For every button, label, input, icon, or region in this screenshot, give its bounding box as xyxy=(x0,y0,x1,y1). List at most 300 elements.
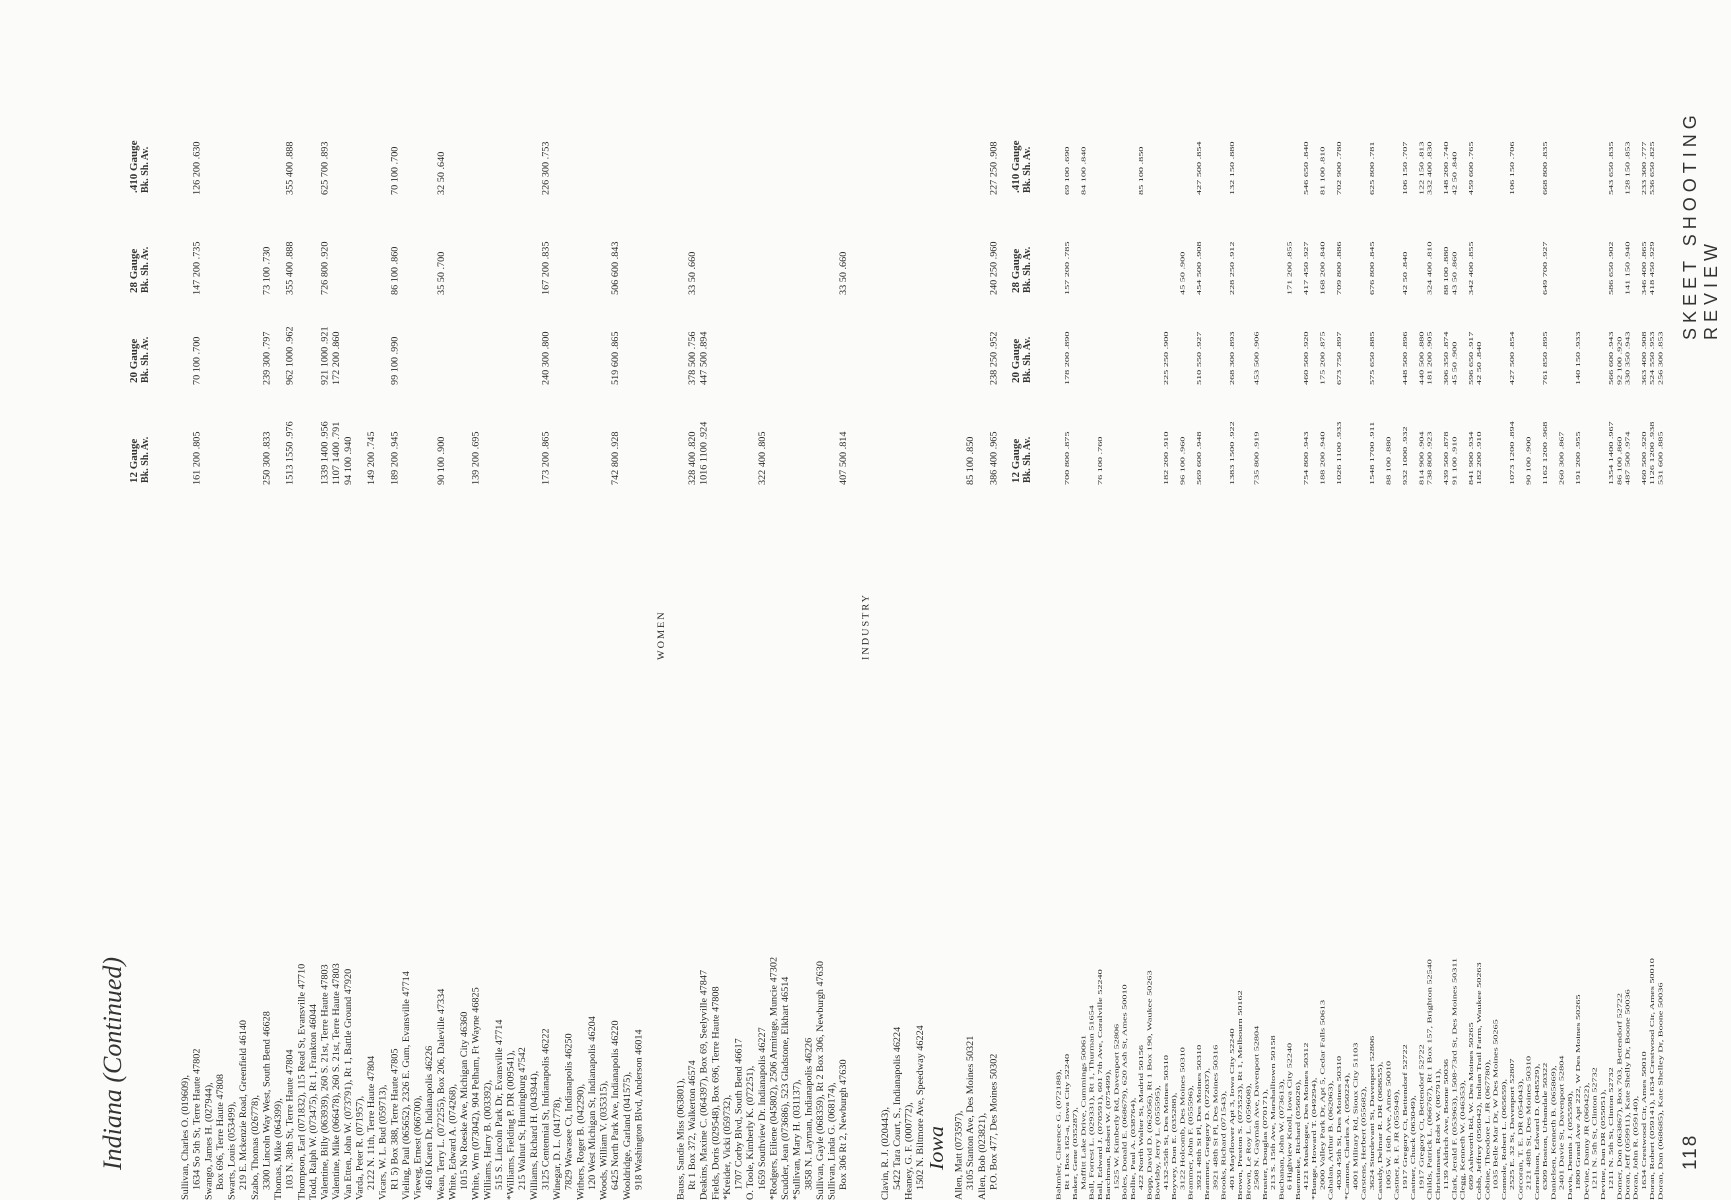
subhead-label: INDUSTRY xyxy=(861,593,872,660)
entry-address xyxy=(540,0,552,1200)
score-g28: 346 400 .865 xyxy=(1640,241,1648,295)
score-g12: 1383 1500 .922 xyxy=(1228,421,1236,485)
shooter-name: Clark, Jerald F. (053963), 1508-73rd St, Des Moines 50311 xyxy=(1451,957,1459,1200)
shooter-name: Buchanan, John W. (073613), xyxy=(1278,1078,1286,1200)
score-g12: 738 800 .923 xyxy=(1426,431,1434,485)
address-text: 219 E. Mckenzie Road, Greenfield 46140 xyxy=(239,1019,249,1190)
shooter-name: *Bunge, Howard T. (049294), xyxy=(1311,1077,1319,1200)
score-g28: 454 500 .908 xyxy=(1195,241,1203,295)
entry-address xyxy=(1162,0,1170,1200)
score-g20: 99 100 .990 xyxy=(390,336,400,385)
address-text: 1139 Aldrich Ave, Boone 50036 xyxy=(1443,1058,1451,1190)
score-g12: 188 200 .940 xyxy=(1319,431,1327,485)
address-text: 3300 Lincoln Way West, South Bend 46628 xyxy=(262,1011,273,1190)
shooter-name: Cahalan, Arthur B. (062063), xyxy=(1327,1080,1335,1200)
score-g12: 76 100 .760 xyxy=(1096,436,1104,485)
entry-name xyxy=(1566,0,1574,1200)
shooter-name: Devine, Dan DR (055051), xyxy=(1599,1089,1607,1200)
score-g20: 524 550 .953 xyxy=(1649,331,1657,385)
address-text: 3858 N. Layman, Indianapolis 46226 xyxy=(804,1037,814,1190)
score-g28: 73 100 .730 xyxy=(262,246,273,295)
score-g28: 45 50 .900 xyxy=(1179,251,1187,295)
shooter-name: *Williams, Fielding P. DR (009541), xyxy=(506,1050,517,1200)
score-g20: 240 300 .800 xyxy=(541,331,552,385)
score-g28: 240 250 .960 xyxy=(989,241,1000,295)
score-g28: 42 50 .840 xyxy=(1401,251,1409,295)
gauge-columns-label: Bk. Sh. Av. xyxy=(1022,246,1033,293)
score-g28: 586 650 .902 xyxy=(1607,241,1615,295)
score-g410: 70 100 .700 xyxy=(390,146,400,195)
entry-name xyxy=(308,0,320,1200)
shooter-name: Swango, James H. (027944), xyxy=(204,1082,214,1200)
score-g28: 43 50 .860 xyxy=(1451,251,1459,295)
entry-name xyxy=(1154,0,1162,1200)
entry-name xyxy=(180,0,192,1200)
score-g20: 42 50 .840 xyxy=(1476,341,1484,385)
shooter-name: Scudder, Jean (073686), 523 Gladstone, Elkhart 46514 xyxy=(780,976,791,1200)
entry-name xyxy=(412,0,424,1200)
score-g20: 921 1000 .921 xyxy=(320,326,331,385)
shooter-name: Bauss, Sandie Miss (063801), xyxy=(676,1078,687,1200)
score-g12: 407 500 .814 xyxy=(839,431,849,485)
shooter-name: Brammer, Gregory D. (072037), xyxy=(1204,1068,1211,1200)
shooter-name: Cobine, Theodore L. JR (067780), xyxy=(1484,1059,1492,1200)
score-g12: 569 600 .948 xyxy=(1195,431,1203,485)
address-text: Box 306 Rt 2, Newburgh 47630 xyxy=(839,1059,849,1190)
shooter-name: Ball, Edward J. (070591), 601 7th Ave, Coralville 52240 xyxy=(1096,969,1104,1200)
shooter-name: Allen, Matt (073597), xyxy=(954,1110,965,1200)
shooter-name: Sullivan, Linda G. (068174), xyxy=(827,1082,838,1200)
entry-address xyxy=(892,0,904,1200)
shooter-name: Allen, Bob (023821), xyxy=(977,1112,988,1200)
address-text: 4030 45th St, Des Moines 50310 xyxy=(1335,1055,1343,1190)
score-g410: 702 900 .780 xyxy=(1335,141,1343,195)
score-g12: 742 800 .928 xyxy=(611,431,621,485)
shooter-name: Boles, Donald E. (068679), 620 Ash St, Ames 50010 xyxy=(1121,984,1129,1200)
score-g20: 225 250 .900 xyxy=(1162,331,1170,385)
entry-name xyxy=(1517,0,1525,1200)
magazine-name: SKEET SHOOTING REVIEW xyxy=(1680,110,1721,340)
shooter-name: Brown, Le Roy L. (059608), xyxy=(1245,1083,1253,1200)
entry-address xyxy=(1113,0,1121,1200)
shooter-name: Heaney, G. F. (000772), xyxy=(904,1102,915,1200)
shooter-name: Doran, Jeff (059911), Kate Shelly Dr, Boone 50036 xyxy=(1624,989,1632,1200)
entry-name xyxy=(827,0,839,1200)
entry-name xyxy=(815,0,827,1200)
entry-name xyxy=(1261,0,1269,1200)
shooter-name: Davis, Dennis J. (055598), xyxy=(1566,1090,1574,1200)
score-g20: 363 400 .908 xyxy=(1640,331,1648,385)
score-g410: 84 100 .840 xyxy=(1080,146,1088,195)
shooter-name: Castner, Chuck (063049), xyxy=(1410,1095,1418,1200)
shooter-name: *Rodgers, Eiliene (045802), 2506 Armitage, Muncie 47302 xyxy=(769,956,780,1200)
entry-name xyxy=(1616,0,1624,1200)
shooter-name: Swarts, Louis (053499), xyxy=(227,1101,238,1200)
entry-name xyxy=(319,0,331,1200)
entry-address xyxy=(192,0,204,1200)
address-text: Rt 1 Box 162-a, Iowa City 52240 xyxy=(1063,1053,1071,1190)
entry-address xyxy=(564,0,576,1200)
score-g12: 161 200 .805 xyxy=(192,431,203,485)
entry-name xyxy=(1649,0,1657,1200)
shooter-name: Varda, Peter R. (071957), xyxy=(355,1095,366,1200)
entry-name xyxy=(1599,0,1607,1200)
entry-name xyxy=(505,0,517,1200)
shooter-name: White, Edward A. (074268), xyxy=(448,1084,459,1200)
gauge-header-g410-col1 xyxy=(128,140,152,193)
gauge-columns-label: Bk. Sh. Av. xyxy=(140,246,151,293)
score-g20: 239 300 .797 xyxy=(262,331,273,385)
entry-name xyxy=(1245,0,1253,1200)
shooter-name: Sullivan, Charles O. (019609), xyxy=(180,1074,191,1200)
score-g28: 418 450 .929 xyxy=(1649,241,1657,295)
section-title: Indiana (Continued) xyxy=(98,956,127,1170)
score-g12: 1073 1200 .894 xyxy=(1509,421,1516,485)
entry-address xyxy=(734,0,746,1200)
shooter-name: Castner, R. F. JR (055949), xyxy=(1393,1089,1401,1200)
score-g20: 575 650 .885 xyxy=(1368,331,1376,385)
address-text: 7829 Wawasee Ct, Indianapolis 46250 xyxy=(564,1033,575,1190)
score-g28: 33 50 .660 xyxy=(839,251,849,295)
entry-address xyxy=(1179,0,1187,1200)
shooter-name: Baker, Gene (035287), xyxy=(1072,1107,1080,1200)
address-text: 103 N. 38th St, Terre Haute 47804 xyxy=(285,1049,296,1190)
shooter-name: Clegg, Kenneth W. (046353), xyxy=(1459,1080,1467,1200)
entry-name xyxy=(1344,0,1352,1200)
entry-address xyxy=(633,0,645,1200)
score-g12: 1548 1700 .911 xyxy=(1368,421,1376,485)
gauge-label: 28 Gauge xyxy=(128,248,140,293)
gauge-header-g28-col1 xyxy=(128,247,152,293)
score-g12: 173 200 .865 xyxy=(541,431,552,485)
score-g28: 88 100 .880 xyxy=(1443,246,1451,295)
entry-name xyxy=(1409,0,1417,1200)
entry-name xyxy=(792,0,804,1200)
entry-name xyxy=(203,0,215,1200)
page-number: 118 xyxy=(1680,1133,1701,1170)
gauge-columns-label: Bk. Sh. Av. xyxy=(1022,146,1033,193)
score-g12: 88 100 .880 xyxy=(1385,436,1393,485)
shooter-name: Bowlsby, Jerry L. (055595), xyxy=(1154,1085,1162,1200)
entry-address xyxy=(1418,0,1426,1200)
entry-address xyxy=(389,0,401,1200)
entry-address xyxy=(915,0,927,1200)
address-text: 1211 N. 5th St, Clinton 52732 xyxy=(1591,1067,1599,1190)
score-g20: 378 500 .756 xyxy=(687,331,698,385)
shooter-name: Williams, Harry B. (003392), xyxy=(483,1079,493,1200)
score-g28: 342 400 .855 xyxy=(1467,241,1475,295)
entry-name xyxy=(1583,0,1591,1200)
score-g12: 149 200 .745 xyxy=(366,431,377,485)
score-g12: 96 100 .960 xyxy=(1179,436,1187,485)
shooter-name: Buenneke, Richard (056026), xyxy=(1294,1079,1302,1200)
shooter-name: Bopp, David D. (062056), Rt 1 Box 190, Waukee 50263 xyxy=(1146,970,1154,1200)
entry-address xyxy=(238,0,250,1200)
score-g12: 1016 1100 .924 xyxy=(699,421,710,485)
entry-name xyxy=(1327,0,1335,1200)
shooter-name: Vieweg, Ernest (066700), xyxy=(413,1095,424,1200)
entry-name xyxy=(1278,0,1286,1200)
entry-name xyxy=(1104,0,1112,1200)
shooter-name: Woods, William V. (035315), xyxy=(599,1080,610,1200)
entry-address xyxy=(517,0,529,1200)
address-text: 918 Washington Blvd, Anderson 46014 xyxy=(634,1029,645,1190)
shooter-name: Danielsen, Kenneth B. (065869), xyxy=(1550,1065,1558,1200)
gauge-label: 20 Gauge xyxy=(128,338,140,383)
address-text: 4610 Karen Dr, Indianapolis 46226 xyxy=(425,1045,435,1190)
entry-name xyxy=(1096,0,1104,1200)
subhead-industry xyxy=(850,0,880,1200)
score-g20: 172 200 .860 xyxy=(332,331,342,385)
address-text: 1005 W. 16th Ave, Ames 50010 xyxy=(1385,1060,1393,1190)
shooter-name: Thomas, Mike (064399), xyxy=(273,1098,284,1200)
score-g410: 106 150 .707 xyxy=(1401,141,1409,195)
entry-name xyxy=(354,0,366,1200)
score-g28: 506 600 .843 xyxy=(611,241,621,295)
score-g28: 726 800 .920 xyxy=(320,241,331,295)
score-g12: 90 100 .900 xyxy=(436,436,447,485)
entry-address xyxy=(1319,0,1327,1200)
entry-name xyxy=(1434,0,1442,1200)
shooter-name: Wean, Terry L. (072255), Box 206, Daleville 47334 xyxy=(436,988,447,1200)
entry-address xyxy=(687,0,699,1200)
entry-name xyxy=(1376,0,1384,1200)
entry-address xyxy=(1574,0,1582,1200)
entry-address xyxy=(1352,0,1360,1200)
score-g20: 256 300 .853 xyxy=(1657,331,1665,385)
entry-address xyxy=(285,0,297,1200)
shooter-name: Clavin, R. J. (020443), xyxy=(881,1106,891,1200)
entry-name xyxy=(343,0,355,1200)
score-g410: 81 100 .810 xyxy=(1319,146,1327,195)
entry-name xyxy=(1475,0,1483,1200)
entry-name xyxy=(745,0,757,1200)
score-g410: 668 800 .835 xyxy=(1541,141,1549,195)
gauge-columns-label: Bk. Sh. Av. xyxy=(140,146,151,193)
entry-name xyxy=(953,0,965,1200)
score-g28: 417 450 .927 xyxy=(1302,241,1310,295)
entry-address xyxy=(1137,0,1145,1200)
entry-name xyxy=(1533,0,1541,1200)
score-g12: 700 800 .875 xyxy=(1063,431,1071,485)
score-g20: 45 50 .900 xyxy=(1451,341,1459,385)
score-g410: 625 700 .893 xyxy=(320,141,331,195)
entry-name xyxy=(447,0,459,1200)
entry-address xyxy=(965,0,977,1200)
score-g12: 754 800 .943 xyxy=(1302,431,1310,485)
shooter-name: Sullivan, Gayle (068359), Rt 2 Box 306, Newburgh 47630 xyxy=(815,961,826,1200)
score-g28: 167 200 .835 xyxy=(541,241,552,295)
score-g410: 233 300 .777 xyxy=(1640,141,1648,195)
score-g12: 85 100 .850 xyxy=(966,436,976,485)
entry-name xyxy=(1484,0,1492,1200)
entry-name xyxy=(1459,0,1467,1200)
score-g28: 171 200 .855 xyxy=(1286,241,1294,295)
entry-name xyxy=(1055,0,1063,1200)
score-g20: 181 200 .905 xyxy=(1426,331,1434,385)
score-g12: 86 100 .860 xyxy=(1616,436,1624,485)
entry-address xyxy=(1063,0,1071,1200)
address-text: 1707 Corby Blvd, South Bend 46617 xyxy=(734,1038,745,1190)
score-g410: 427 500 .854 xyxy=(1195,141,1203,195)
shooter-name: Devine, Danny JR (060422), xyxy=(1583,1082,1591,1200)
gauge-label: 20 Gauge xyxy=(1010,338,1022,383)
score-g28: 33 50 .660 xyxy=(687,251,698,295)
score-g12: 250 300 .833 xyxy=(262,431,273,485)
entry-address xyxy=(1442,0,1450,1200)
score-g410: 42 50 .840 xyxy=(1451,151,1459,195)
entry-address xyxy=(1385,0,1393,1200)
shooter-name: Vicars, W. L. Bud (059713), xyxy=(378,1084,389,1200)
score-g12: 1162 1200 .968 xyxy=(1541,421,1549,485)
entry-name xyxy=(622,0,634,1200)
score-g20: 427 500 .854 xyxy=(1509,331,1516,385)
score-g410: 625 800 .781 xyxy=(1368,141,1376,195)
address-text: 1035 Belle Mar Dr, W Des Moines 50265 xyxy=(1492,1019,1500,1190)
shooter-name: Deakins, Maxine C. (064397), Box 69, Seelyville 47847 xyxy=(699,969,710,1200)
entry-name xyxy=(1550,0,1558,1200)
score-g20: 268 300 .893 xyxy=(1228,331,1236,385)
shooter-name: Cassidy, Delmar R. DR (068655), xyxy=(1377,1061,1385,1200)
entry-name xyxy=(250,0,262,1200)
entry-address xyxy=(1558,0,1566,1200)
score-g410: 106 150 .706 xyxy=(1509,141,1516,195)
score-g12: 189 200 .945 xyxy=(390,431,400,485)
score-g410: 128 150 .853 xyxy=(1624,141,1632,195)
address-text: 4121 Muskogee, Des Moines 50312 xyxy=(1302,1042,1310,1190)
entry-address xyxy=(1195,0,1203,1200)
score-g20: 440 500 .880 xyxy=(1418,331,1426,385)
entry-address xyxy=(988,0,1000,1200)
score-g12: 487 500 .974 xyxy=(1624,431,1632,485)
entry-address xyxy=(757,0,769,1200)
address-text: 4132-55th St, Des Moines 50310 xyxy=(1162,1055,1170,1190)
entry-address xyxy=(494,0,506,1200)
address-text: 1634 So 5th St, Terre Haute 47802 xyxy=(192,1048,203,1190)
shooter-name: Ball, Forrest L. (029331), Rt 1, Thurman 51654 xyxy=(1088,1005,1096,1200)
score-g12: 1107 1400 .791 xyxy=(332,421,342,485)
score-g28: 355 400 .888 xyxy=(285,241,296,295)
entry-name xyxy=(1624,0,1632,1200)
address-text: 2121 48th St, Des Moines 50310 xyxy=(1525,1055,1533,1190)
score-g12: 94 100 .940 xyxy=(343,436,354,485)
entry-name xyxy=(903,0,915,1200)
address-text: 422 North Walter St, Madrid 50156 xyxy=(1138,1045,1146,1190)
gauge-label: 12 Gauge xyxy=(1010,438,1022,483)
entries-column-1 xyxy=(180,0,1000,1200)
address-text: 1502 N. Biltmore Ave, Speedway 46224 xyxy=(915,1025,926,1190)
gauge-columns-label: Bk. Sh. Av. xyxy=(1022,436,1033,483)
shooter-name: Brammer, John F. (055596), xyxy=(1187,1085,1195,1200)
entry-name xyxy=(1426,0,1434,1200)
score-g20: 673 750 .897 xyxy=(1335,331,1343,385)
score-g410: 148 200 .740 xyxy=(1443,141,1451,195)
address-text: 2000 Valley Park Dr, Apt 5, Cedar Falls 50613 xyxy=(1319,999,1327,1190)
entry-name xyxy=(1220,0,1228,1200)
address-text: R1 5) Box 388, Terre Haute 47805 xyxy=(390,1048,400,1190)
address-text: 213 S. 15th Ave, Marshalltown 50158 xyxy=(1269,1035,1277,1190)
address-text: Maffitt Lake Drive, Cummings 50061 xyxy=(1080,1034,1088,1190)
shooter-name: Vieling, Paul (065652), 2326 E. Gum, Evansville 47714 xyxy=(401,971,412,1200)
entry-address xyxy=(1591,0,1599,1200)
entry-address xyxy=(1080,0,1088,1200)
entry-address xyxy=(1401,0,1409,1200)
score-g20: 447 500 .894 xyxy=(699,331,710,385)
score-g12: 841 900 .934 xyxy=(1467,431,1475,485)
shooter-name: Cobb, Jeffrey (056042), Indian Trail Farm, Waukee 50263 xyxy=(1476,962,1484,1200)
address-text: 2508 N. Gaymán Ave, Davenport 52804 xyxy=(1253,1025,1261,1190)
shooter-name: Wooldridge, Garland (041575), xyxy=(622,1071,633,1200)
gauge-columns-label: Bk. Sh. Av. xyxy=(1022,336,1033,383)
shooter-name: Connole, Robert L. (065659), xyxy=(1500,1078,1508,1200)
shooter-name: Barchman, Robert W. (075499), xyxy=(1105,1069,1113,1200)
shooter-name: *Sullivan, Mary H. (031137), xyxy=(792,1079,803,1200)
shooter-name: White, Wm (073042), 904 Pelham, Ft Wayne 46825 xyxy=(471,987,482,1200)
address-text: 3921 48th St Pl, Des Moines 50316 xyxy=(1212,1044,1220,1190)
address-text: 401 Mayflower Apt 3, Iowa City 52240 xyxy=(1228,1028,1236,1190)
score-g410: 32 50 .640 xyxy=(436,151,447,195)
score-g28: 676 800 .845 xyxy=(1368,241,1376,295)
entry-name xyxy=(722,0,734,1200)
entry-name xyxy=(1146,0,1154,1200)
shooter-name: Szabo, Thomas (026778), xyxy=(250,1094,261,1200)
score-g410: 122 150 .813 xyxy=(1418,141,1426,195)
shooter-name: Todd, Ralph W. (073475), Rt 1, Frankton 46044 xyxy=(308,1004,319,1200)
entry-name xyxy=(1393,0,1401,1200)
entry-name xyxy=(1451,0,1459,1200)
subhead-women xyxy=(645,0,675,1200)
score-g12: 531 600 .885 xyxy=(1657,431,1665,485)
score-g12: 1513 1550 .976 xyxy=(285,421,296,485)
address-text: 3105 Stanton Ave, Des Moines 50321 xyxy=(966,1035,976,1190)
subhead-label: WOMEN xyxy=(656,610,667,660)
gauge-label: 28 Gauge xyxy=(1010,248,1022,293)
entry-name xyxy=(1071,0,1079,1200)
address-text: 1211 N. 5th St, Clinton 52732 xyxy=(1607,1067,1615,1190)
entry-address xyxy=(1541,0,1549,1200)
score-g28: 709 800 .886 xyxy=(1335,241,1343,295)
entry-name xyxy=(675,0,687,1200)
score-g12: 182 200 .910 xyxy=(1162,431,1170,485)
score-g28: 649 700 .927 xyxy=(1541,241,1549,295)
score-g20: 566 600 .943 xyxy=(1607,331,1615,385)
shooter-name: Childs, Patrick L. (066767), Rt 1 Box 157, Brighton 52540 xyxy=(1426,959,1434,1200)
address-text: 3921 48th St Pl, Des Moines 50310 xyxy=(1195,1044,1203,1190)
gauge-header-g28-col2 xyxy=(1010,247,1034,293)
entry-name xyxy=(1294,0,1302,1200)
score-g20: 140 150 .933 xyxy=(1574,331,1582,385)
score-g410: 69 100 .690 xyxy=(1063,146,1071,195)
score-g20: 761 850 .895 xyxy=(1541,331,1549,385)
score-g28: 157 200 .785 xyxy=(1063,241,1071,295)
score-g12: 814 900 .904 xyxy=(1418,431,1426,485)
entry-name xyxy=(378,0,390,1200)
entry-address xyxy=(1607,0,1615,1200)
score-g12: 439 500 .878 xyxy=(1443,431,1451,485)
shooter-name: Valentine, Billy (063939), 260 S. 21st, Terre Haute 47803 xyxy=(320,964,331,1200)
entry-name xyxy=(880,0,892,1200)
entry-address xyxy=(1302,0,1310,1200)
gauge-label: .410 Gauge xyxy=(128,140,140,193)
entry-address xyxy=(459,0,471,1200)
address-text: 2525 E. 32 St, Davenport 52807 xyxy=(1509,1058,1516,1190)
entry-address xyxy=(366,0,378,1200)
score-g12: 328 400 .820 xyxy=(687,431,698,485)
entry-address xyxy=(215,0,227,1200)
score-g12: 182 200 .910 xyxy=(1476,431,1484,485)
entry-name xyxy=(710,0,722,1200)
score-g12: 91 100 .910 xyxy=(1451,436,1459,485)
